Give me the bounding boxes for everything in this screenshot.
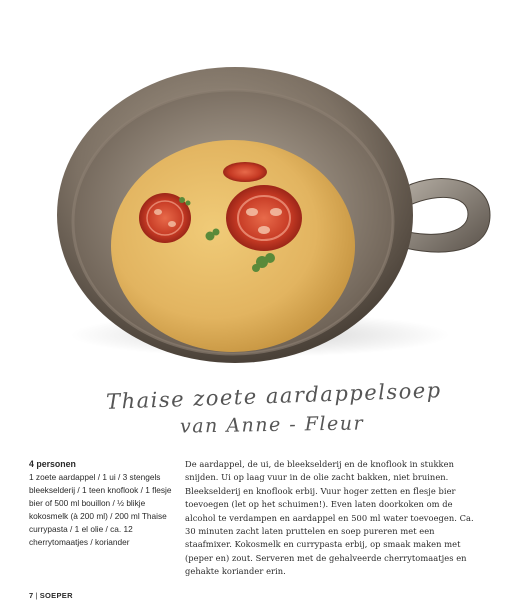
page-number: 7	[29, 591, 34, 600]
page-footer	[29, 591, 73, 600]
footer-separator: |	[35, 591, 38, 600]
ingredients-list: 1 zoete aardappel / 1 ui / 3 stengels bleekselderij / 1 teen knoflook / 1 flesje bier of 500 ml bouillon / ½ blikje kokosmelk (à 200 ml) / 200 ml Thaise currypasta / 1 el olie / ca. 12 cherrytomaatjes / koriander	[29, 472, 172, 547]
tomato-half-top	[223, 162, 267, 182]
handwritten-title	[100, 378, 443, 444]
tomato-half-center	[226, 185, 302, 251]
section-name: SOEPER	[39, 591, 73, 600]
instructions-text: De aardappel, de ui, de bleekselderij en de knoflook in stukken snijden. Ui op laag vuur in de olie zacht bakken, niet bruinen. Bleekselderij en knoflook erbij. Vuur hoger zetten en flesje bier toevoegen (let op het schuimen!). Even laten doorkoken om de alcohol te verdampen en aardappel en 500 ml water toevoegen. Ca. 30 minuten zacht laten pruttelen en soep pureren met een staafmixer. Kokosmelk en currypasta erbij, op smaak maken met (peper en) zout. Serveren met de gehalveerde cherrytomaatjes en gehakte koriander erin.	[185, 459, 474, 577]
handwritten-title-line1: Thaise zoete aardappelsoep	[105, 378, 443, 414]
ingredients-column	[29, 458, 175, 549]
handwritten-title-line2: van Anne - Fleur	[179, 412, 365, 438]
servings-label: 4 personen	[29, 459, 76, 469]
